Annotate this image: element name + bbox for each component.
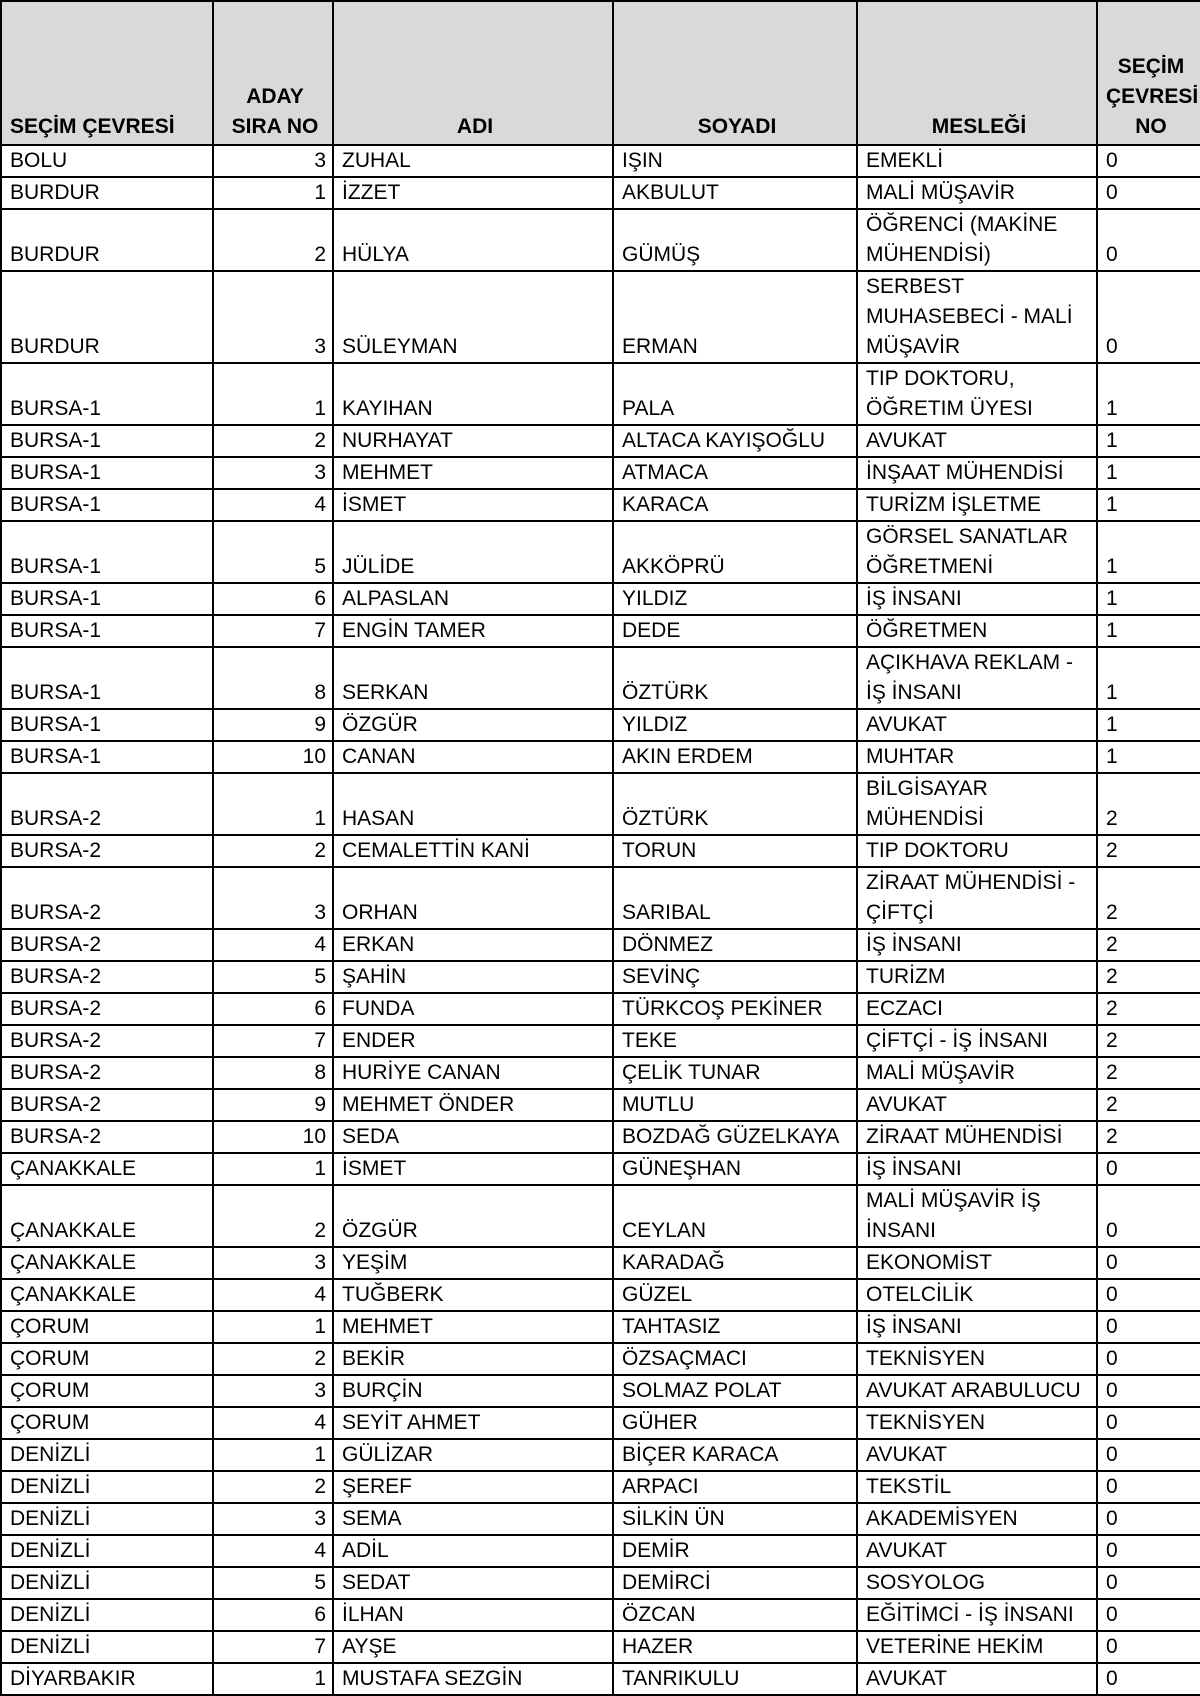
table-row: [1, 1279, 1200, 1311]
cell-aday-sira-no: 5: [213, 961, 333, 993]
cell-meslegi: EĞİTİMCİ - İŞ İNSANI: [857, 1599, 1097, 1631]
cell-secim-cevresi: BURSA-1: [1, 521, 213, 583]
cell-aday-sira-no: 2: [213, 1471, 333, 1503]
cell-soyadi: ARPACI: [613, 1471, 857, 1503]
table-row: [1, 1439, 1200, 1471]
cell-meslegi: TIP DOKTORU: [857, 835, 1097, 867]
cell-secim-cevresi: ÇORUM: [1, 1375, 213, 1407]
cell-secim-cevresi: BURSA-2: [1, 1121, 213, 1153]
cell-adi: İLHAN: [333, 1599, 613, 1631]
cell-adi: ENGİN TAMER: [333, 615, 613, 647]
cell-secim-cevresi: BURSA-2: [1, 835, 213, 867]
cell-secim-cevresi: ÇANAKKALE: [1, 1247, 213, 1279]
cell-meslegi: TEKNİSYEN: [857, 1407, 1097, 1439]
cell-aday-sira-no: 7: [213, 1025, 333, 1057]
cell-secim-cevresi: BURSA-2: [1, 1089, 213, 1121]
table-row: [1, 1503, 1200, 1535]
table-row: [1, 489, 1200, 521]
cell-aday-sira-no: 3: [213, 457, 333, 489]
cell-secim-cevresi-no: 1: [1097, 709, 1200, 741]
table-row: [1, 457, 1200, 489]
table-row: [1, 867, 1200, 929]
cell-adi: ŞAHİN: [333, 961, 613, 993]
cell-meslegi: AVUKAT: [857, 425, 1097, 457]
cell-meslegi: TEKSTİL: [857, 1471, 1097, 1503]
cell-meslegi: AVUKAT ARABULUCU: [857, 1375, 1097, 1407]
cell-adi: FUNDA: [333, 993, 613, 1025]
cell-soyadi: SOLMAZ POLAT: [613, 1375, 857, 1407]
cell-secim-cevresi: BURSA-2: [1, 773, 213, 835]
cell-adi: SERKAN: [333, 647, 613, 709]
cell-secim-cevresi-no: 0: [1097, 1535, 1200, 1567]
cell-meslegi: İŞ İNSANI: [857, 929, 1097, 961]
cell-secim-cevresi: DENİZLİ: [1, 1599, 213, 1631]
cell-aday-sira-no: 6: [213, 583, 333, 615]
cell-secim-cevresi-no: 0: [1097, 1375, 1200, 1407]
cell-meslegi: EMEKLİ: [857, 145, 1097, 177]
cell-aday-sira-no: 7: [213, 615, 333, 647]
table-row: [1, 177, 1200, 209]
header-adi: ADI: [333, 1, 613, 145]
table-row: [1, 1153, 1200, 1185]
cell-secim-cevresi: ÇORUM: [1, 1343, 213, 1375]
cell-secim-cevresi: DENİZLİ: [1, 1503, 213, 1535]
header-secim-cevresi-no: [1097, 1, 1200, 145]
cell-secim-cevresi: BURDUR: [1, 177, 213, 209]
cell-soyadi: GÜNEŞHAN: [613, 1153, 857, 1185]
cell-adi: BEKİR: [333, 1343, 613, 1375]
cell-aday-sira-no: 3: [213, 1247, 333, 1279]
cell-meslegi: ECZACI: [857, 993, 1097, 1025]
cell-secim-cevresi-no: 0: [1097, 1567, 1200, 1599]
cell-soyadi: CEYLAN: [613, 1185, 857, 1247]
cell-soyadi: ÇELİK TUNAR: [613, 1057, 857, 1089]
cell-meslegi: ÇİFTÇİ - İŞ İNSANI: [857, 1025, 1097, 1057]
cell-meslegi: ÖĞRETMEN: [857, 615, 1097, 647]
table-row: [1, 961, 1200, 993]
cell-soyadi: TAHTASIZ: [613, 1311, 857, 1343]
table-row: [1, 145, 1200, 177]
table-row: [1, 615, 1200, 647]
cell-adi: HASAN: [333, 773, 613, 835]
cell-meslegi: İŞ İNSANI: [857, 1311, 1097, 1343]
cell-secim-cevresi-no: 1: [1097, 583, 1200, 615]
cell-adi: MUSTAFA SEZGİN: [333, 1663, 613, 1695]
cell-adi: ERKAN: [333, 929, 613, 961]
cell-adi: ALPASLAN: [333, 583, 613, 615]
cell-soyadi: AKKÖPRÜ: [613, 521, 857, 583]
cell-meslegi: OTELCİLİK: [857, 1279, 1097, 1311]
cell-secim-cevresi: ÇORUM: [1, 1311, 213, 1343]
cell-meslegi: AVUKAT: [857, 709, 1097, 741]
cell-adi: HÜLYA: [333, 209, 613, 271]
cell-aday-sira-no: 4: [213, 1279, 333, 1311]
cell-secim-cevresi: ÇANAKKALE: [1, 1185, 213, 1247]
cell-secim-cevresi: DİYARBAKIR: [1, 1663, 213, 1695]
table-row: [1, 1375, 1200, 1407]
cell-adi: İZZET: [333, 177, 613, 209]
table-body: [1, 145, 1200, 1695]
cell-secim-cevresi-no: 1: [1097, 425, 1200, 457]
cell-soyadi: ÖZCAN: [613, 1599, 857, 1631]
cell-aday-sira-no: 1: [213, 1663, 333, 1695]
cell-secim-cevresi-no: 0: [1097, 1153, 1200, 1185]
cell-secim-cevresi-no: 0: [1097, 1503, 1200, 1535]
cell-secim-cevresi-no: 2: [1097, 1089, 1200, 1121]
cell-secim-cevresi: BURSA-1: [1, 741, 213, 773]
cell-meslegi: ZİRAAT MÜHENDİSİ: [857, 1121, 1097, 1153]
cell-aday-sira-no: 1: [213, 363, 333, 425]
cell-secim-cevresi-no: 1: [1097, 647, 1200, 709]
cell-adi: MEHMET ÖNDER: [333, 1089, 613, 1121]
cell-meslegi: BİLGİSAYAR MÜHENDİSİ: [857, 773, 1097, 835]
table-row: [1, 1535, 1200, 1567]
cell-secim-cevresi-no: 1: [1097, 457, 1200, 489]
table-row: [1, 741, 1200, 773]
cell-soyadi: GÜMÜŞ: [613, 209, 857, 271]
cell-secim-cevresi: BURDUR: [1, 271, 213, 363]
cell-meslegi: TEKNİSYEN: [857, 1343, 1097, 1375]
cell-secim-cevresi-no: 0: [1097, 177, 1200, 209]
table-row: [1, 1121, 1200, 1153]
cell-secim-cevresi: BURSA-1: [1, 583, 213, 615]
cell-meslegi: İŞ İNSANI: [857, 583, 1097, 615]
cell-aday-sira-no: 10: [213, 1121, 333, 1153]
cell-secim-cevresi: BURDUR: [1, 209, 213, 271]
table-row: [1, 1407, 1200, 1439]
cell-soyadi: DEMİR: [613, 1535, 857, 1567]
cell-aday-sira-no: 3: [213, 867, 333, 929]
cell-aday-sira-no: 8: [213, 647, 333, 709]
table-row: [1, 709, 1200, 741]
cell-adi: İSMET: [333, 1153, 613, 1185]
cell-meslegi: AÇIKHAVA REKLAM - İŞ İNSANI: [857, 647, 1097, 709]
cell-aday-sira-no: 9: [213, 709, 333, 741]
cell-secim-cevresi-no: 1: [1097, 363, 1200, 425]
cell-aday-sira-no: 1: [213, 1311, 333, 1343]
cell-soyadi: TORUN: [613, 835, 857, 867]
cell-secim-cevresi-no: 2: [1097, 1057, 1200, 1089]
cell-soyadi: GÜHER: [613, 1407, 857, 1439]
cell-soyadi: KARACA: [613, 489, 857, 521]
cell-secim-cevresi-no: 0: [1097, 1247, 1200, 1279]
cell-adi: SEYİT AHMET: [333, 1407, 613, 1439]
cell-adi: İSMET: [333, 489, 613, 521]
cell-aday-sira-no: 10: [213, 741, 333, 773]
table-row: [1, 1343, 1200, 1375]
cell-soyadi: BOZDAĞ GÜZELKAYA: [613, 1121, 857, 1153]
cell-adi: JÜLİDE: [333, 521, 613, 583]
header-secim-cevresi-no-line-3: NO: [1135, 115, 1167, 138]
cell-meslegi: AVUKAT: [857, 1663, 1097, 1695]
cell-aday-sira-no: 9: [213, 1089, 333, 1121]
table-row: [1, 1663, 1200, 1695]
cell-adi: NURHAYAT: [333, 425, 613, 457]
cell-aday-sira-no: 1: [213, 1439, 333, 1471]
table-row: [1, 1471, 1200, 1503]
cell-secim-cevresi: BURSA-1: [1, 647, 213, 709]
cell-soyadi: GÜZEL: [613, 1279, 857, 1311]
table-row: [1, 271, 1200, 363]
cell-adi: ZUHAL: [333, 145, 613, 177]
cell-secim-cevresi-no: 0: [1097, 1407, 1200, 1439]
cell-secim-cevresi-no: 2: [1097, 867, 1200, 929]
cell-meslegi: MUHTAR: [857, 741, 1097, 773]
cell-soyadi: AKIN ERDEM: [613, 741, 857, 773]
cell-secim-cevresi: BURSA-1: [1, 615, 213, 647]
cell-meslegi: İNŞAAT MÜHENDİSİ: [857, 457, 1097, 489]
cell-meslegi: TURİZM İŞLETME: [857, 489, 1097, 521]
cell-aday-sira-no: 6: [213, 1599, 333, 1631]
table-row: [1, 1185, 1200, 1247]
cell-secim-cevresi: BURSA-1: [1, 489, 213, 521]
cell-adi: YEŞİM: [333, 1247, 613, 1279]
cell-aday-sira-no: 6: [213, 993, 333, 1025]
cell-soyadi: PALA: [613, 363, 857, 425]
cell-secim-cevresi-no: 0: [1097, 1185, 1200, 1247]
header-aday-sira-no: [213, 1, 333, 145]
cell-secim-cevresi: BURSA-1: [1, 457, 213, 489]
cell-adi: TUĞBERK: [333, 1279, 613, 1311]
cell-secim-cevresi-no: 0: [1097, 1311, 1200, 1343]
header-soyadi: SOYADI: [613, 1, 857, 145]
cell-adi: MEHMET: [333, 457, 613, 489]
cell-soyadi: MUTLU: [613, 1089, 857, 1121]
cell-meslegi: MALİ MÜŞAVİR: [857, 1057, 1097, 1089]
cell-secim-cevresi: BURSA-2: [1, 993, 213, 1025]
cell-soyadi: TANRIKULU: [613, 1663, 857, 1695]
cell-soyadi: YILDIZ: [613, 583, 857, 615]
cell-secim-cevresi: BURSA-2: [1, 1025, 213, 1057]
cell-soyadi: SEVİNÇ: [613, 961, 857, 993]
header-aday-sira-no-line-2: SIRA NO: [231, 115, 319, 138]
cell-adi: ÖZGÜR: [333, 709, 613, 741]
cell-secim-cevresi: DENİZLİ: [1, 1471, 213, 1503]
cell-secim-cevresi: DENİZLİ: [1, 1535, 213, 1567]
cell-soyadi: YILDIZ: [613, 709, 857, 741]
table-row: [1, 993, 1200, 1025]
cell-soyadi: BİÇER KARACA: [613, 1439, 857, 1471]
cell-soyadi: SARIBAL: [613, 867, 857, 929]
cell-adi: ŞEREF: [333, 1471, 613, 1503]
cell-secim-cevresi: BURSA-2: [1, 961, 213, 993]
cell-meslegi: GÖRSEL SANATLAR ÖĞRETMENİ: [857, 521, 1097, 583]
cell-adi: AYŞE: [333, 1631, 613, 1663]
table-row: [1, 1057, 1200, 1089]
cell-secim-cevresi-no: 1: [1097, 615, 1200, 647]
cell-soyadi: ÖZTÜRK: [613, 773, 857, 835]
table-row: [1, 363, 1200, 425]
cell-adi: ÖZGÜR: [333, 1185, 613, 1247]
cell-aday-sira-no: 3: [213, 1375, 333, 1407]
cell-soyadi: ATMACA: [613, 457, 857, 489]
cell-secim-cevresi: ÇORUM: [1, 1407, 213, 1439]
cell-soyadi: TÜRKCOŞ PEKİNER: [613, 993, 857, 1025]
cell-secim-cevresi-no: 2: [1097, 993, 1200, 1025]
cell-adi: BURÇİN: [333, 1375, 613, 1407]
cell-adi: MEHMET: [333, 1311, 613, 1343]
cell-meslegi: TIP DOKTORU, ÖĞRETIM ÜYESI: [857, 363, 1097, 425]
cell-soyadi: HAZER: [613, 1631, 857, 1663]
table-row: [1, 521, 1200, 583]
cell-adi: ORHAN: [333, 867, 613, 929]
cell-soyadi: ÖZSAÇMACI: [613, 1343, 857, 1375]
cell-meslegi: İŞ İNSANI: [857, 1153, 1097, 1185]
cell-soyadi: ÖZTÜRK: [613, 647, 857, 709]
cell-soyadi: SİLKİN ÜN: [613, 1503, 857, 1535]
cell-aday-sira-no: 3: [213, 271, 333, 363]
cell-secim-cevresi-no: 2: [1097, 773, 1200, 835]
cell-meslegi: AVUKAT: [857, 1535, 1097, 1567]
header-secim-cevresi-no-line-1: SEÇİM: [1117, 55, 1185, 78]
cell-secim-cevresi-no: 0: [1097, 1279, 1200, 1311]
cell-soyadi: DEMİRCİ: [613, 1567, 857, 1599]
cell-secim-cevresi: BURSA-1: [1, 425, 213, 457]
cell-secim-cevresi: DENİZLİ: [1, 1567, 213, 1599]
cell-adi: GÜLİZAR: [333, 1439, 613, 1471]
table-row: [1, 1025, 1200, 1057]
cell-aday-sira-no: 1: [213, 773, 333, 835]
cell-aday-sira-no: 2: [213, 425, 333, 457]
cell-meslegi: ÖĞRENCİ (MAKİNE MÜHENDİSİ): [857, 209, 1097, 271]
cell-secim-cevresi: BURSA-1: [1, 363, 213, 425]
cell-aday-sira-no: 2: [213, 209, 333, 271]
cell-adi: ADİL: [333, 1535, 613, 1567]
cell-secim-cevresi-no: 0: [1097, 1439, 1200, 1471]
cell-soyadi: AKBULUT: [613, 177, 857, 209]
table-row: [1, 425, 1200, 457]
cell-adi: ENDER: [333, 1025, 613, 1057]
cell-meslegi: MALİ MÜŞAVİR İŞ İNSANI: [857, 1185, 1097, 1247]
table-row: [1, 647, 1200, 709]
cell-secim-cevresi: BURSA-2: [1, 929, 213, 961]
cell-secim-cevresi: DENİZLİ: [1, 1439, 213, 1471]
cell-adi: SEMA: [333, 1503, 613, 1535]
cell-secim-cevresi-no: 2: [1097, 961, 1200, 993]
cell-secim-cevresi: ÇANAKKALE: [1, 1279, 213, 1311]
cell-aday-sira-no: 7: [213, 1631, 333, 1663]
cell-aday-sira-no: 4: [213, 1535, 333, 1567]
table-row: [1, 773, 1200, 835]
cell-aday-sira-no: 4: [213, 489, 333, 521]
table-row: [1, 583, 1200, 615]
table-row: [1, 1599, 1200, 1631]
cell-soyadi: TEKE: [613, 1025, 857, 1057]
cell-aday-sira-no: 4: [213, 929, 333, 961]
cell-secim-cevresi-no: 0: [1097, 1631, 1200, 1663]
cell-aday-sira-no: 1: [213, 177, 333, 209]
cell-meslegi: TURİZM: [857, 961, 1097, 993]
cell-meslegi: SERBEST MUHASEBECİ - MALİ MÜŞAVİR: [857, 271, 1097, 363]
cell-secim-cevresi-no: 0: [1097, 209, 1200, 271]
table-row: [1, 1247, 1200, 1279]
cell-secim-cevresi-no: 0: [1097, 1663, 1200, 1695]
cell-aday-sira-no: 1: [213, 1153, 333, 1185]
cell-aday-sira-no: 4: [213, 1407, 333, 1439]
cell-secim-cevresi: DENİZLİ: [1, 1631, 213, 1663]
cell-aday-sira-no: 2: [213, 1343, 333, 1375]
cell-secim-cevresi-no: 2: [1097, 929, 1200, 961]
header-row: [1, 1, 1200, 145]
table-row: [1, 1567, 1200, 1599]
cell-secim-cevresi-no: 2: [1097, 835, 1200, 867]
cell-aday-sira-no: 3: [213, 1503, 333, 1535]
cell-adi: SEDAT: [333, 1567, 613, 1599]
table-row: [1, 1631, 1200, 1663]
cell-adi: SÜLEYMAN: [333, 271, 613, 363]
cell-secim-cevresi: ÇANAKKALE: [1, 1153, 213, 1185]
cell-adi: SEDA: [333, 1121, 613, 1153]
cell-secim-cevresi: BURSA-2: [1, 867, 213, 929]
cell-soyadi: ERMAN: [613, 271, 857, 363]
cell-soyadi: DEDE: [613, 615, 857, 647]
table-row: [1, 835, 1200, 867]
cell-meslegi: AKADEMİSYEN: [857, 1503, 1097, 1535]
cell-aday-sira-no: 5: [213, 521, 333, 583]
cell-meslegi: AVUKAT: [857, 1089, 1097, 1121]
cell-meslegi: MALİ MÜŞAVİR: [857, 177, 1097, 209]
cell-meslegi: VETERİNE HEKİM: [857, 1631, 1097, 1663]
header-meslegi: MESLEĞİ: [857, 1, 1097, 145]
cell-secim-cevresi-no: 1: [1097, 521, 1200, 583]
cell-meslegi: SOSYOLOG: [857, 1567, 1097, 1599]
header-secim-cevresi-no-line-2: ÇEVRESİ: [1106, 85, 1199, 108]
cell-secim-cevresi: BURSA-1: [1, 709, 213, 741]
table-row: [1, 1311, 1200, 1343]
cell-secim-cevresi-no: 2: [1097, 1025, 1200, 1057]
table-row: [1, 209, 1200, 271]
cell-secim-cevresi-no: 2: [1097, 1121, 1200, 1153]
cell-secim-cevresi-no: 0: [1097, 145, 1200, 177]
cell-secim-cevresi: BOLU: [1, 145, 213, 177]
cell-adi: KAYIHAN: [333, 363, 613, 425]
cell-meslegi: ZİRAAT MÜHENDİSİ - ÇİFTÇİ: [857, 867, 1097, 929]
cell-aday-sira-no: 8: [213, 1057, 333, 1089]
cell-secim-cevresi-no: 1: [1097, 489, 1200, 521]
cell-aday-sira-no: 5: [213, 1567, 333, 1599]
cell-aday-sira-no: 2: [213, 835, 333, 867]
cell-meslegi: EKONOMİST: [857, 1247, 1097, 1279]
cell-adi: CEMALETTİN KANİ: [333, 835, 613, 867]
cell-meslegi: AVUKAT: [857, 1439, 1097, 1471]
cell-secim-cevresi-no: 0: [1097, 1471, 1200, 1503]
header-aday-sira-no-line-1: ADAY: [246, 85, 304, 108]
cell-secim-cevresi-no: 0: [1097, 1343, 1200, 1375]
cell-secim-cevresi-no: 1: [1097, 741, 1200, 773]
header-secim-cevresi: SEÇİM ÇEVRESİ: [1, 1, 213, 145]
cell-soyadi: KARADAĞ: [613, 1247, 857, 1279]
table-row: [1, 1089, 1200, 1121]
cell-secim-cevresi: BURSA-2: [1, 1057, 213, 1089]
cell-adi: HURİYE CANAN: [333, 1057, 613, 1089]
cell-secim-cevresi-no: 0: [1097, 271, 1200, 363]
cell-adi: CANAN: [333, 741, 613, 773]
cell-aday-sira-no: 3: [213, 145, 333, 177]
cell-soyadi: DÖNMEZ: [613, 929, 857, 961]
table-row: [1, 929, 1200, 961]
cell-soyadi: IŞIN: [613, 145, 857, 177]
cell-aday-sira-no: 2: [213, 1185, 333, 1247]
cell-soyadi: ALTACA KAYIŞOĞLU: [613, 425, 857, 457]
cell-secim-cevresi-no: 0: [1097, 1599, 1200, 1631]
